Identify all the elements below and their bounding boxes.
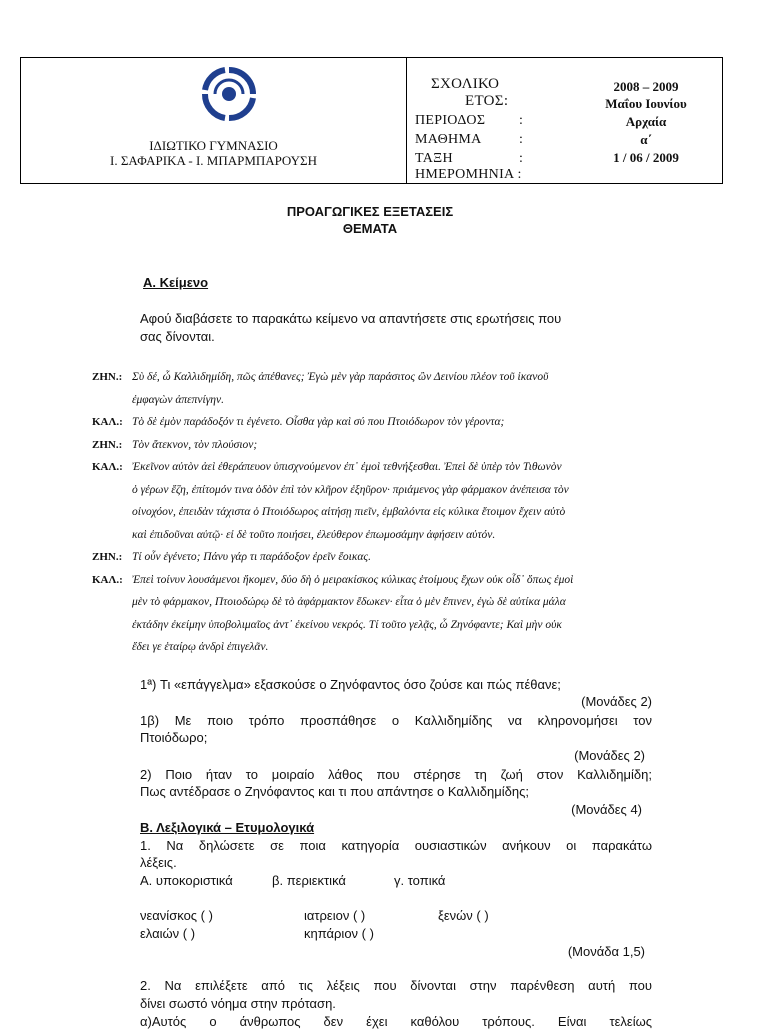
dialogue-text: Τὸν ἄτεκνον, τὸν πλούσιον; xyxy=(132,438,258,451)
speaker-label: ΚΑΛ.: xyxy=(92,416,123,428)
school-logo-icon xyxy=(199,64,259,124)
label-year-a: ΣΧΟΛΙΚΟ xyxy=(431,76,500,92)
dialogue-text: Τί οὖν ἐγένετο; Πάνυ γάρ τι παράδοξον ἐρεῖν ἔοικας. xyxy=(132,551,371,563)
section-b-q1-marks: (Μονάδα 1,5) xyxy=(567,944,645,959)
label-period: ΠΕΡΙΟΔΟΣ xyxy=(415,113,486,128)
word-2: ιατρειον ( ) xyxy=(304,908,366,923)
ancient-text-block xyxy=(92,366,672,659)
speaker-label xyxy=(92,389,132,412)
question-1b-marks: (Μονάδες 2) xyxy=(574,748,645,763)
value-year: 2008 – 2009 xyxy=(613,79,679,94)
word-1: νεανίσκος ( ) xyxy=(140,908,213,923)
speaker-label xyxy=(92,636,132,659)
dialogue-text: οἰνοχόον, ἐπειδὰν τάχιστα ὁ Πτοιόδωρος αἰτήσῃ πιεῖν, ἐμβαλόντα εἰς κύλικα ἕτοιμον ἔχειν αὐτὸ xyxy=(132,506,566,518)
speaker-label xyxy=(92,614,132,637)
label-class: ΤΑΞΗ xyxy=(415,151,453,166)
section-a-intro-line1: Αφού διαβάσετε το παρακάτω κείμενο να απαντήσετε στις ερωτήσεις που xyxy=(140,311,562,326)
question-1b-line1: 1β) Με ποιο τρόπο προσπάθησε ο Καλλιδημίδης να κληρονομήσει τον xyxy=(140,713,652,728)
speaker-label: ΖΗΝ.: xyxy=(92,438,123,451)
value-period: Μαΐου Ιουνίου xyxy=(605,96,687,111)
dialogue-text: ὁ γέρων ἔζη, ἐπίτομόν τινα ὁδὸν ἐπὶ τὸν κλῆρον ἐξηῦρον· πριάμενος γὰρ φάρμακον ἀνέπεισα τὸν xyxy=(132,483,569,496)
exam-subtitle: ΘΕΜΑΤΑ xyxy=(342,221,398,236)
dialogue-text: μὲν τὸ φάρμακον, Πτοιοδώρῳ δὲ τὸ ἀφάρμακτον ἔδωκεν· εἶτα ὁ μὲν ἔπινεν, ἐγὼ δὲ αὐτίκα μάλα xyxy=(132,596,566,608)
speaker-label xyxy=(92,591,132,614)
header-box xyxy=(20,57,723,184)
word-4: ελαιών ( ) xyxy=(140,926,196,941)
question-1b-line2: Πτοιόδωρο; xyxy=(140,730,208,745)
ancient-text-line xyxy=(92,614,672,637)
header-school-cell xyxy=(21,58,407,183)
school-name-line2: Ι. ΣΑΦΑΡΙΚΑ - Ι. ΜΠΑΡΜΠΑΡΟΥΣΗ xyxy=(109,153,317,168)
ancient-text-line xyxy=(92,389,672,412)
ancient-text-line xyxy=(92,636,672,659)
speaker-label: ΖΗΝ.: xyxy=(92,551,123,563)
dialogue-text: ἐμφαγὼν ἀπεπνίγην. xyxy=(132,393,224,406)
value-subject: Αρχαία xyxy=(625,114,667,129)
value-class: α΄ xyxy=(640,132,652,147)
value-date: 1 / 06 / 2009 xyxy=(613,150,679,165)
ancient-text-line xyxy=(92,591,672,614)
colon-class: : xyxy=(519,151,523,166)
dialogue-text: Σὺ δέ, ὦ Καλλιδημίδη, πῶς ἀπέθανες; Ἐγὼ μὲν γὰρ παράσιτος ὢν Δεινίου πλέον τοῦ ἱκανοῦ xyxy=(132,371,549,383)
ancient-text-line xyxy=(92,411,672,434)
ancient-text-line xyxy=(92,434,672,457)
speaker-label: ΚΑΛ.: xyxy=(92,573,123,586)
label-year-b: ΕΤΟΣ: xyxy=(465,93,509,109)
word-5: κηπάριον ( ) xyxy=(304,926,374,941)
label-date: ΗΜΕΡΟΜΗΝΙΑ : xyxy=(415,167,522,182)
category-a: Α. υποκοριστικά xyxy=(140,873,233,888)
section-b-q2-line1: 2. Να επιλέξετε από τις λέξεις που δίνονται στην παρένθεση αυτή που xyxy=(140,978,652,993)
question-2-line1: 2) Ποιο ήταν το μοιραίο λάθος που στέρησε τη ζωή στον Καλλιδημίδη; xyxy=(140,767,652,782)
section-b-q2-line3: α)Αυτός ο άνθρωπος δεν έχει καθόλου τρόπους. Είναι τελείως xyxy=(140,1014,652,1029)
ancient-text-line xyxy=(92,524,672,547)
section-b-q2-line2: δίνει σωστό νόημα στην πρόταση. xyxy=(140,996,336,1011)
section-b-q1-line1: 1. Να δηλώσετε σε ποια κατηγορία ουσιαστικών ανήκουν οι παρακάτω xyxy=(140,838,652,853)
dialogue-text: ἔδει γε ἑταίρῳ ἀνδρὶ ἐπιγελᾶν. xyxy=(132,641,269,653)
dialogue-text: ἐκτάδην ἐκείμην ὑποβολιμαῖος ἀντ᾽ ἐκείνου νεκρός. Τί τοῦτο γελᾷς, ὦ Ζηνόφαντε; Καὶ μὴν οὐκ xyxy=(132,618,562,631)
question-1a-marks: (Μονάδες 2) xyxy=(581,694,652,709)
word-3: ξενών ( ) xyxy=(438,908,489,923)
speaker-label: ΖΗΝ.: xyxy=(92,371,123,383)
ancient-text-line xyxy=(92,456,672,479)
question-2-marks: (Μονάδες 4) xyxy=(571,802,642,817)
ancient-text-line xyxy=(92,479,672,502)
speaker-label: ΚΑΛ.: xyxy=(92,461,123,473)
ancient-text-line xyxy=(92,501,672,524)
colon-subject: : xyxy=(519,132,523,147)
dialogue-text: Τὸ δὲ ἐμὸν παράδοξόν τι ἐγένετο. Οἶσθα γὰρ καὶ σύ που Πτοιόδωρον τὸν γέροντα; xyxy=(132,416,505,428)
dialogue-text: Ἐκεῖνον αὐτὸν ἀεὶ ἐθεράπευον ὑπισχνούμενον ἐπ᾽ ἐμοὶ τεθνήξεσθαι. Ἐπεὶ δὲ ὑπὲρ τὸν Τιθωνὸν xyxy=(132,461,562,473)
ancient-text-line xyxy=(92,569,672,592)
section-a-heading: Α. Κείμενο xyxy=(143,275,209,290)
speaker-label xyxy=(92,501,132,524)
exam-title: ΠΡΟΑΓΩΓΙΚΕΣ ΕΞΕΤΑΣΕΙΣ xyxy=(286,204,454,219)
section-a-intro-line2: σας δίνονται. xyxy=(140,329,215,344)
speaker-label xyxy=(92,524,132,547)
school-name-line1: ΙΔΙΩΤΙΚΟ ΓΥΜΝΑΣΙΟ xyxy=(149,138,278,153)
colon-period: : xyxy=(519,113,523,128)
question-2-line2: Πως αντέδρασε ο Ζηνόφαντος και τι που απάντησε ο Καλλιδημίδης; xyxy=(140,784,529,799)
question-1a: 1ª) Τι «επάγγελμα» εξασκούσε ο Ζηνόφαντος όσο ζούσε και πώς πέθανε; xyxy=(140,677,561,692)
header-info-cell xyxy=(407,58,722,183)
section-b-heading: Β. Λεξιλογικά – Ετυμολογικά xyxy=(140,820,315,835)
category-b: β. περιεκτικά xyxy=(272,873,346,888)
dialogue-text: Ἐπεὶ τοίνυν λουσάμενοι ἥκομεν, δύο δὴ ὁ μειρακίσκος κύλικας ἑτοίμους ἔχων οὐκ οἶδ᾽ ὅπως ἐμοὶ xyxy=(132,573,574,586)
category-c: γ. τοπικά xyxy=(394,873,446,888)
ancient-text-line xyxy=(92,366,672,389)
section-b-q1-line2: λέξεις. xyxy=(140,855,177,870)
speaker-label xyxy=(92,479,132,502)
label-subject: ΜΑΘΗΜΑ xyxy=(415,132,482,147)
ancient-text-line xyxy=(92,546,672,569)
school-name xyxy=(21,138,406,168)
dialogue-text: καὶ ἐπιδοῦναι αὐτῷ· εἰ δὲ τοῦτο ποιήσει, ἐλεύθερον ἐπωμοσάμην ἀφήσειν αὐτόν. xyxy=(132,528,496,541)
